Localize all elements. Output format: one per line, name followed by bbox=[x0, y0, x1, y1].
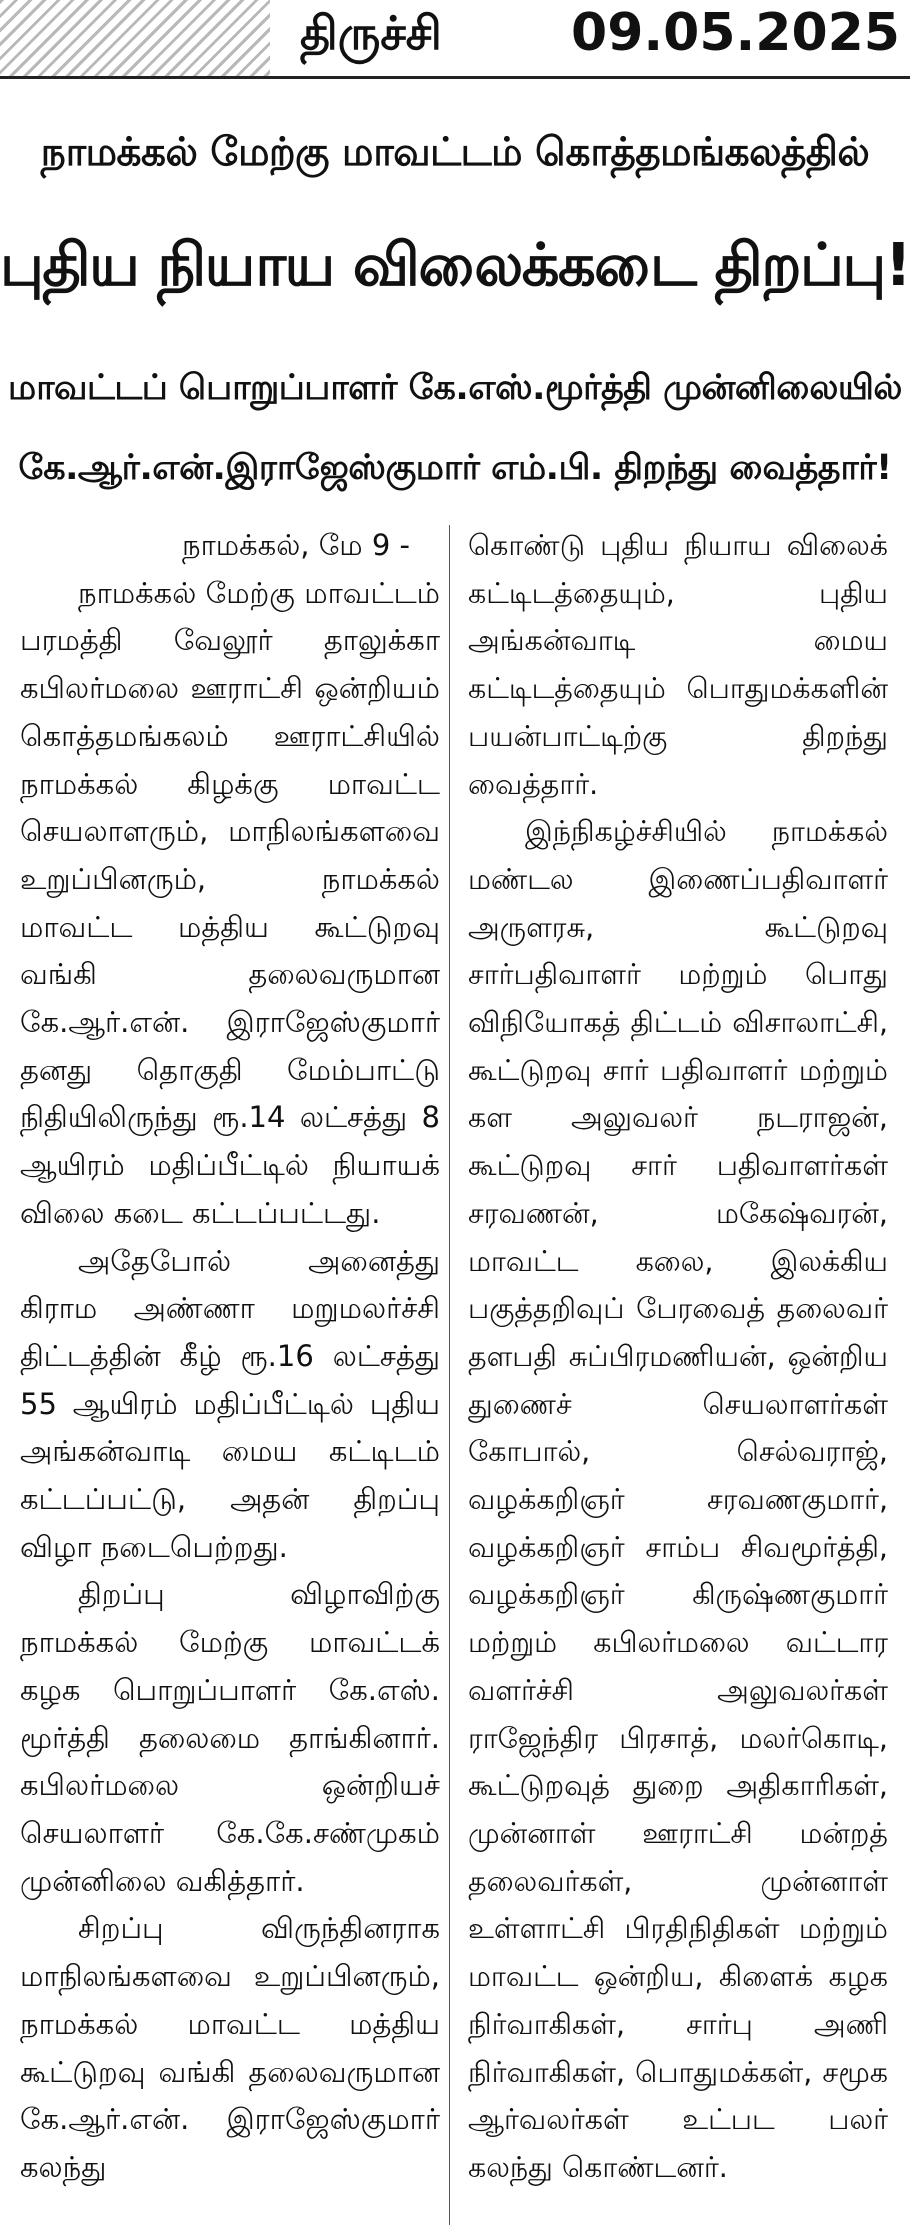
article-paragraph: இந்நிகழ்ச்சியில் நாமக்கல் மண்டல இணைப்பதிவாளர் அருளரசு, கூட்டுறவு சார்பதிவாளர் மற்றும் பொது விநியோகத் திட்டம் விசாலாட்சி, கூட்டுறவு சார் பதிவாளர் மற்றும் கள அலுவலர் நடராஜன், கூட்டுறவு சார் பதிவாளர்கள் சரவணன், மகேஷ்வரன், மாவட்ட கலை, இலக்கிய பகுத்தறிவுப் பேரவைத் தலைவர் தளபதி சுப்பிரமணியன், ஒன்றிய துணைச் செயலாளர்கள் கோபால், செல்வராஜ், வழக்கறிஞர் சரவணகுமார், வழக்கறிஞர் சாம்ப சிவமூர்த்தி, வழக்கறிஞர் கிருஷ்ணகுமார் மற்றும் கபிலர்மலை வட்டார வளர்ச்சி அலுவலர்கள் ராஜேந்திர பிரசாத், மலர்கொடி, கூட்டுறவுத் துறை அதிகாரிகள், முன்னாள் ஊராட்சி மன்றத் தலைவர்கள், முன்னாள் உள்ளாட்சி பிரதிநிதிகள் மற்றும் மாவட்ட ஒன்றிய, கிளைக் கழக நிர்வாகிகள், சார்பு அணி நிர்வாகிகள், பொதுமக்கள், சமூக ஆர்வலர்கள் உட்பட பலர் கலந்து கொண்டனர். bbox=[468, 815, 888, 2184]
article-column-left bbox=[20, 522, 440, 2192]
page-header bbox=[0, 0, 910, 80]
article-column-right bbox=[468, 522, 888, 2192]
column-divider bbox=[449, 525, 450, 2225]
edition-city: திருச்சி bbox=[300, 6, 442, 60]
article-paragraph: அதேபோல் அனைத்து கிராம அண்ணா மறுமலர்ச்சி திட்டத்தின் கீழ் ரூ.16 லட்சத்து 55 ஆயிரம் மதிப்பீட்டில் புதிய அங்கன்வாடி மைய கட்டிடம் கட்டப்பட்டு, அதன் திறப்பு விழா நடைபெற்றது. bbox=[20, 1243, 440, 1564]
article-subheadline: மாவட்டப் பொறுப்பாளர் கே.எஸ்.மூர்த்தி முன்னிலையில் bbox=[8, 368, 902, 408]
article-subheadline: கே.ஆர்.என்.இராஜேஸ்குமார் எம்.பி. திறந்து வைத்தார்! bbox=[18, 448, 892, 488]
article-paragraph: நாமக்கல் மேற்கு மாவட்டம் பரமத்தி வேலூர் தாலுக்கா கபிலர்மலை ஊராட்சி ஒன்றியம் கொத்தமங்கலம் ஊராட்சியில் நாமக்கல் கிழக்கு மாவட்ட செயலாளரும், மாநிலங்களவை உறுப்பினரும், நாமக்கல் மாவட்ட மத்திய கூட்டுறவு வங்கி தலைவருமான கே.ஆர்.என். இராஜேஸ்குமார் தனது தொகுதி மேம்பாட்டு நிதியிலிருந்து ரூ.14 லட்சத்து 8 ஆயிரம் மதிப்பீட்டில் நியாயக் விலை கடை கட்டப்பட்டது. bbox=[20, 575, 440, 1230]
article-paragraph: சிறப்பு விருந்தினராக மாநிலங்களவை உறுப்பினரும், நாமக்கல் மாவட்ட மத்திய கூட்டுறவு வங்கி தலைவருமான கே.ஆர்.என். இராஜேஸ்குமார் கலந்து bbox=[20, 1911, 440, 2184]
article-paragraph: திறப்பு விழாவிற்கு நாமக்கல் மேற்கு மாவட்டக் கழக பொறுப்பாளர் கே.எஸ். மூர்த்தி தலைமை தாங்கினார். கபிலர்மலை ஒன்றியச் செயலாளர் கே.கே.சண்முகம் முன்னிலை வகித்தார். bbox=[20, 1577, 440, 1898]
article-paragraph: கொண்டு புதிய நியாய விலைக் கட்டிடத்தையும், புதிய அங்கன்வாடி மைய கட்டிடத்தையும் பொதுமக்களின் பயன்பாட்டிற்கு திறந்து வைத்தார். bbox=[468, 529, 888, 801]
header-stripe-decoration bbox=[0, 0, 270, 78]
article-kicker: நாமக்கல் மேற்கு மாவட்டம் கொத்தமங்கலத்தில் bbox=[40, 130, 870, 175]
article-dateline: நாமக்கல், மே 9 - bbox=[182, 528, 410, 562]
header-divider bbox=[0, 76, 910, 79]
article-headline: புதிய நியாய விலைக்கடை திறப்பு! bbox=[0, 230, 910, 299]
edition-date: 09.05.2025 bbox=[571, 3, 900, 63]
